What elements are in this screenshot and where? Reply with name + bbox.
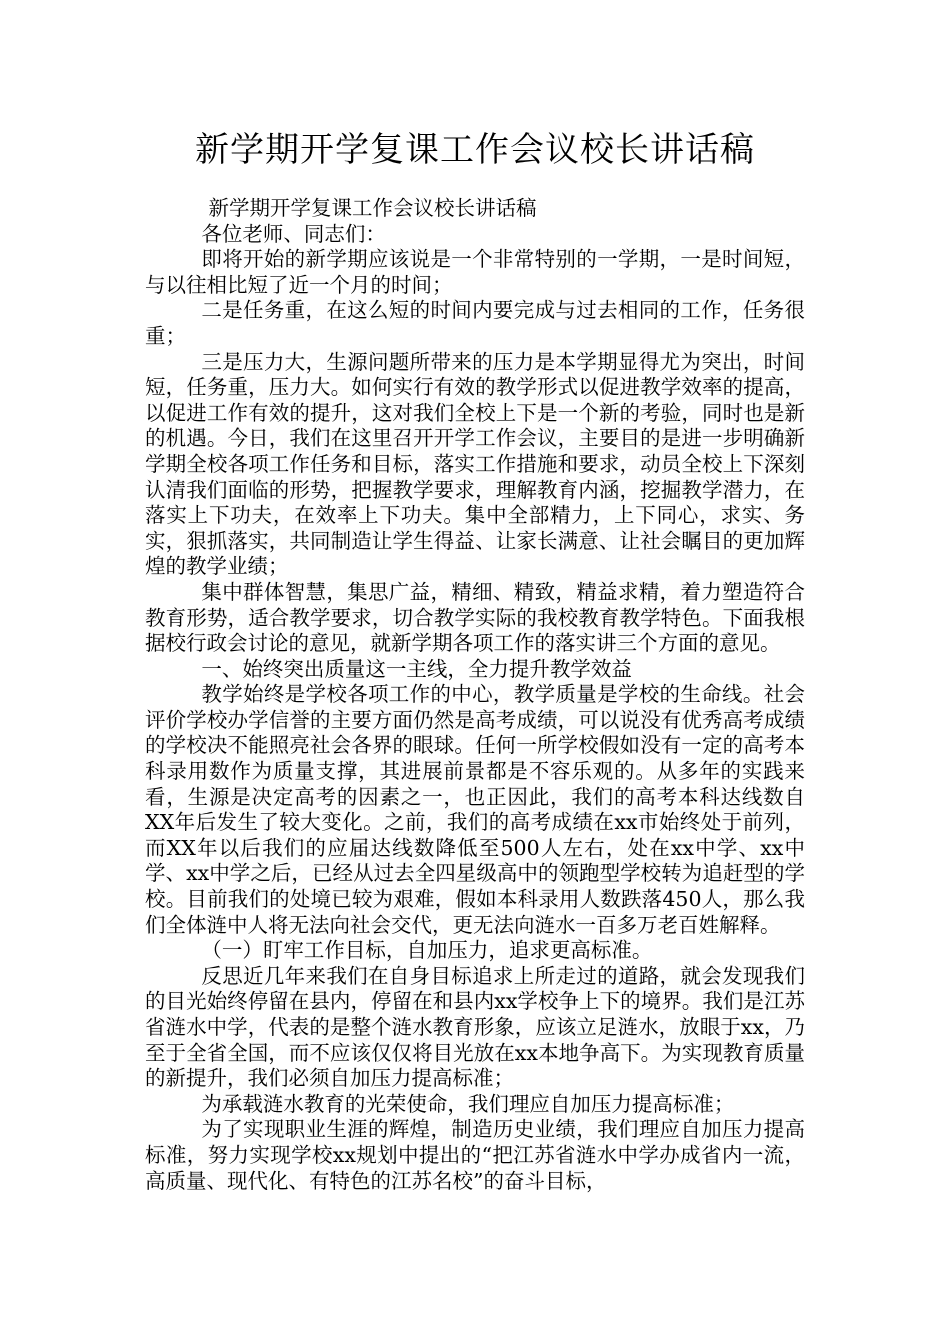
body-paragraph: 二是任务重，在这么短的时间内要完成与过去相同的工作，任务很重； xyxy=(145,298,805,348)
subsection-heading: （一）盯牢工作目标，自加压力，追求更高标准。 xyxy=(201,938,653,963)
document-title: 新学期开学复课工作会议校长讲话稿 xyxy=(195,130,755,170)
body-paragraph: 教学始终是学校各项工作的中心，教学质量是学校的生命线。社会评价学校办学信誉的主要方面仍然是高考成绩，可以说没有优秀高考成绩的学校决不能照亮社会各界的眼球。任何一所学校假如没有一定的高考本科录用数作为质量支撑，其进展前景都是不容乐观的。从多年的实践来看，生源是决定高考的因素之一，也正因此，我们的高考本科达线数自XX年后发生了较大变化。之前，我们的高考成绩在xx市始终处于前列，而XX年以后我们的应届达线数降低至500人左右，处在xx中学、xx中学、xx中学之后，已经从过去全四星级高中的领跑型学校转为追赶型的学校。目前我们的处境已较为艰难，假如本科录用人数跌落450人，那么我们全体涟中人将无法向社会交代，更无法向涟水一百多万老百姓解释。 xyxy=(145,682,805,937)
body-paragraph: 即将开始的新学期应该说是一个非常特别的一学期，一是时间短，与以往相比短了近一个月的时间； xyxy=(145,247,805,297)
subtitle-paragraph: 新学期开学复课工作会议校长讲话稿 xyxy=(208,196,537,220)
body-paragraph: 集中群体智慧，集思广益，精细、精致，精益求精，着力塑造符合教育形势，适合教学要求，切合教学实际的我校教育教学特色。下面我根据校行政会讨论的意见，就新学期各项工作的落实讲三个方面的意见。 xyxy=(145,579,805,656)
body-paragraph: 为承载涟水教育的光荣使命，我们理应自加压力提高标准； xyxy=(201,1091,735,1116)
section-heading: 一、始终突出质量这一主线，全力提升教学效益 xyxy=(201,656,632,681)
body-paragraph: 三是压力大，生源问题所带来的压力是本学期显得尤为突出，时间短，任务重，压力大。如何实行有效的教学形式以促进教学效率的提高，以促进工作有效的提升，这对我们全校上下是一个新的考验，同时也是新的机遇。今日，我们在这里召开开学工作会议，主要目的是进一步明确新学期全校各项工作任务和目标，落实工作措施和要求，动员全校上下深刻认清我们面临的形势，把握教学要求，理解教育内涵，挖掘教学潜力，在落实上下功夫，在效率上下功夫。集中全部精力，上下同心，求实、务实，狠抓落实，共同制造让学生得益、让家长满意、让社会瞩目的更加辉煌的教学业绩； xyxy=(145,349,805,579)
greeting-paragraph: 各位老师、同志们： xyxy=(201,221,386,246)
body-paragraph: 为了实现职业生涯的辉煌，制造历史业绩，我们理应自加压力提高标准，努力实现学校xx规划中提出的“把江苏省涟水中学办成省内一流，高质量、现代化、有特色的江苏名校”的奋斗目标， xyxy=(145,1117,805,1193)
body-paragraph: 反思近几年来我们在自身目标追求上所走过的道路，就会发现我们的目光始终停留在县内，停留在和县内xx学校争上下的境界。我们是江苏省涟水中学，代表的是整个涟水教育形象，应该立足涟水，放眼于xx，乃至于全省全国，而不应该仅仅将目光放在xx本地争高下。为实现教育质量的新提升，我们必须自加压力提高标准； xyxy=(145,963,805,1091)
document-body xyxy=(145,196,805,1194)
